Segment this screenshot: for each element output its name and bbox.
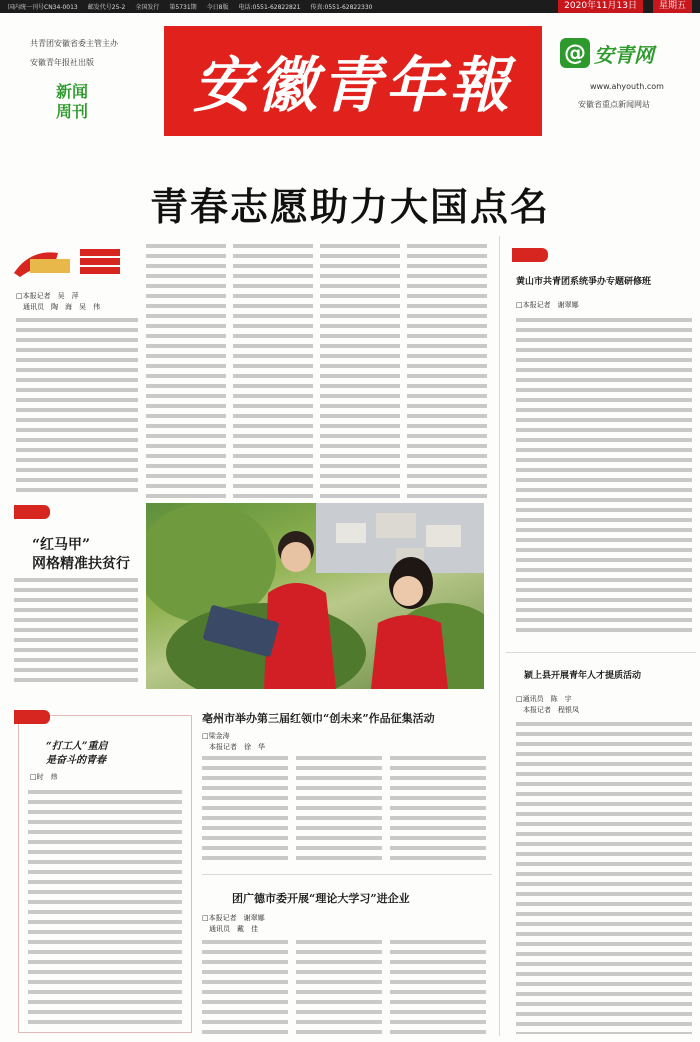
site-description: 安徽省重点新闻网站 [578,100,650,109]
bozhou-body-col-3 [390,756,486,866]
at-sign-icon: @ [560,38,590,68]
redhorse-title-line: 网格精准扶贫行 [32,556,130,572]
volunteers-photo [146,503,484,689]
site-logo[interactable] [560,38,690,68]
lead-body-col-5 [407,244,487,498]
lead-body-col-3 [233,244,313,498]
issue-count: 第5731期 [169,4,197,11]
phone: 电话:0551-62822821 [238,4,301,11]
bozhou-byline [202,731,265,753]
publisher-line: 共青团安徽省委主管主办 [30,39,118,48]
tuan-byline-line: □本报记者 谢翠娜 [202,914,265,922]
yingshang-byline [516,694,579,716]
bozhou-byline-line: 本报记者 徐 华 [202,743,265,751]
fax: 传真:0551-62822330 [310,4,373,11]
lead-banner-icon [10,243,130,283]
weekly-label-1: 新闻 [56,82,89,101]
yingshang-title: 颍上县开展青年人才提质活动 [524,671,642,681]
site-logo-text: 安青网 [594,42,654,67]
distribution: 全国发行 [135,4,160,11]
issue-number: 国内统一刊号CN34-0013 [8,4,78,11]
newspaper-title: 安徽青年報 [164,26,542,136]
site-url[interactable]: www.ahyouth.com [590,82,664,91]
issue-date: 2020年11月13日 [558,0,643,13]
redhorse-title-line: “红马甲” [32,537,91,553]
redhorse-body [14,578,138,682]
yingshang-body [516,722,692,1034]
section-flag-icon [14,505,50,519]
masthead-right [560,38,690,110]
huangshan-byline: □本报记者 谢翠娜 [516,301,579,309]
weekly-label-2: 周刊 [56,102,89,121]
tuan-body-col-1 [202,940,288,1034]
publisher-line-2: 安徽青年报社出版 [30,58,94,67]
tuan-body-col-2 [296,940,382,1034]
tuan-title: 团广德市委开展“理论大学习”进企业 [232,892,410,905]
section-flag-icon [512,248,548,262]
huangshan-title: 黄山市共青团系统爭办专题研修班 [516,277,652,287]
lead-byline-line: 通讯员 陶 海 吴 伟 [16,303,100,311]
bozhou-byline-line: □梁金涛 [202,732,230,740]
dagong-title [46,740,166,768]
bozhou-body-col-2 [296,756,382,866]
tuan-byline-line: 通讯员 戴 佳 [202,925,258,933]
section-divider [202,874,492,875]
lead-body-col-2 [146,244,226,498]
main-headline: 青春志愿助力大国点名 [149,184,550,229]
section-divider [506,652,696,653]
dagong-body [28,790,182,1024]
column-divider [499,236,500,1036]
bozhou-body-col-1 [202,756,288,866]
lead-byline-line: □本报记者 吴 萍 [16,292,79,300]
bozhou-title: 亳州市举办第三届红领巾“创未来”作品征集活动 [202,712,435,725]
tuan-byline [202,913,265,935]
lead-body-col-1 [16,318,138,498]
section-flag-icon [14,710,50,724]
lead-byline [16,291,100,313]
lead-body-col-4 [320,244,400,498]
top-info-bar [0,0,700,13]
tuan-body-col-3 [390,940,486,1034]
issue-weekday: 星期五 [653,0,692,13]
yingshang-byline-line: □通讯员 陈 宇 [516,695,572,703]
redhorse-title [32,536,142,574]
masthead-left [30,38,150,122]
yingshang-byline-line: 本报记者 程银凤 [516,706,579,714]
postal-code: 邮发代号25-2 [87,4,126,11]
page-count: 今日8版 [206,4,229,11]
huangshan-body [516,318,692,638]
dagong-title-line: “打工人”重启 [46,741,108,752]
dagong-author: □时 炜 [30,773,58,781]
dagong-title-line: 是奋斗的青春 [46,755,106,766]
